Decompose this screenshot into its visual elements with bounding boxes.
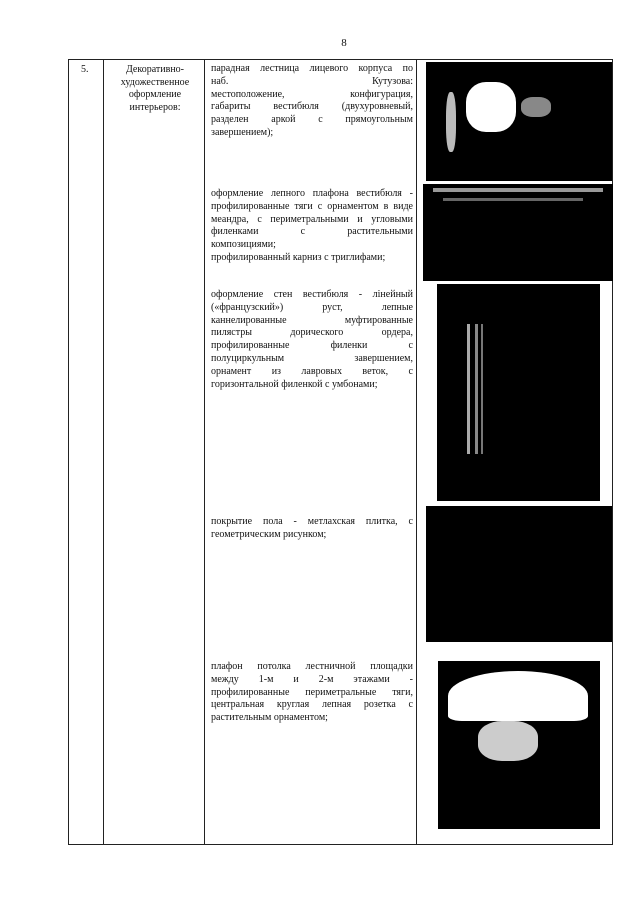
item-paragraph (211, 516, 413, 542)
column-divider (416, 60, 417, 844)
text-line: габариты вестибюля (двухуровневый, (211, 101, 413, 113)
column-divider (103, 60, 104, 844)
text-line: между 1-м и 2-м этажами - (211, 673, 413, 685)
name-line: оформление (128, 89, 182, 100)
row-number: 5. (81, 64, 89, 75)
text-line: геометрическим рисунком; (211, 528, 327, 540)
text-line: разделен аркой с прямоугольным (211, 114, 413, 126)
text-line: («французский») руст, лепные (211, 301, 413, 313)
name-line: интерьеров: (129, 101, 181, 113)
text-line: центральная круглая лепная розетка с (211, 699, 413, 711)
column-divider (204, 60, 205, 844)
page-number: 8 (341, 37, 347, 49)
text-line: оформление лепного плафона вестибюля - (211, 188, 413, 199)
text-line: профилированные тяги с орнаментом в виде (211, 200, 413, 212)
text-line: покрытие пола - метлахская плитка, с (211, 516, 413, 527)
text-line: композициями; (211, 239, 276, 251)
text-line: пилястры дорического ордера, (211, 327, 413, 339)
row-name (107, 64, 203, 114)
item-paragraph (211, 289, 413, 391)
text-line: меандра, с периметральными и угловыми (211, 213, 413, 225)
text-line: наб. Кутузова: (211, 75, 413, 87)
text-line: филенками с растительными (211, 226, 413, 238)
photo-staircase (426, 62, 612, 181)
name-line: художественное (120, 76, 190, 88)
item-paragraph (211, 188, 413, 265)
photo-floor (426, 506, 612, 642)
photo-walls (437, 284, 600, 501)
text-line: орнамент из лавровых веток, с (211, 365, 413, 377)
name-line: Декоративно- (125, 64, 185, 75)
text-line: каннелированные муфтированные (211, 314, 413, 326)
text-line: оформление стен вестибюля - лінейный (211, 289, 413, 300)
photo-ceiling (423, 184, 613, 281)
text-line: парадная лестница лицевого корпуса по (211, 63, 413, 74)
item-paragraph (211, 661, 413, 725)
text-line: полуциркульным завершением, (211, 352, 413, 364)
text-line: плафон потолка лестничной площадки (211, 661, 413, 672)
text-line: местоположение, конфигурация, (211, 88, 413, 100)
photo-landing-ceiling (438, 661, 600, 829)
text-line: завершением); (211, 126, 274, 138)
text-line: профилированный карниз с триглифами; (211, 251, 386, 263)
text-line: профилированные филенки с (211, 340, 413, 352)
table (68, 59, 613, 845)
text-line: горизонтальной филенкой с умбонами; (211, 378, 378, 390)
text-line: растительным орнаментом; (211, 712, 328, 724)
text-line: профилированные периметральные тяги, (211, 686, 413, 698)
item-paragraph (211, 63, 413, 140)
